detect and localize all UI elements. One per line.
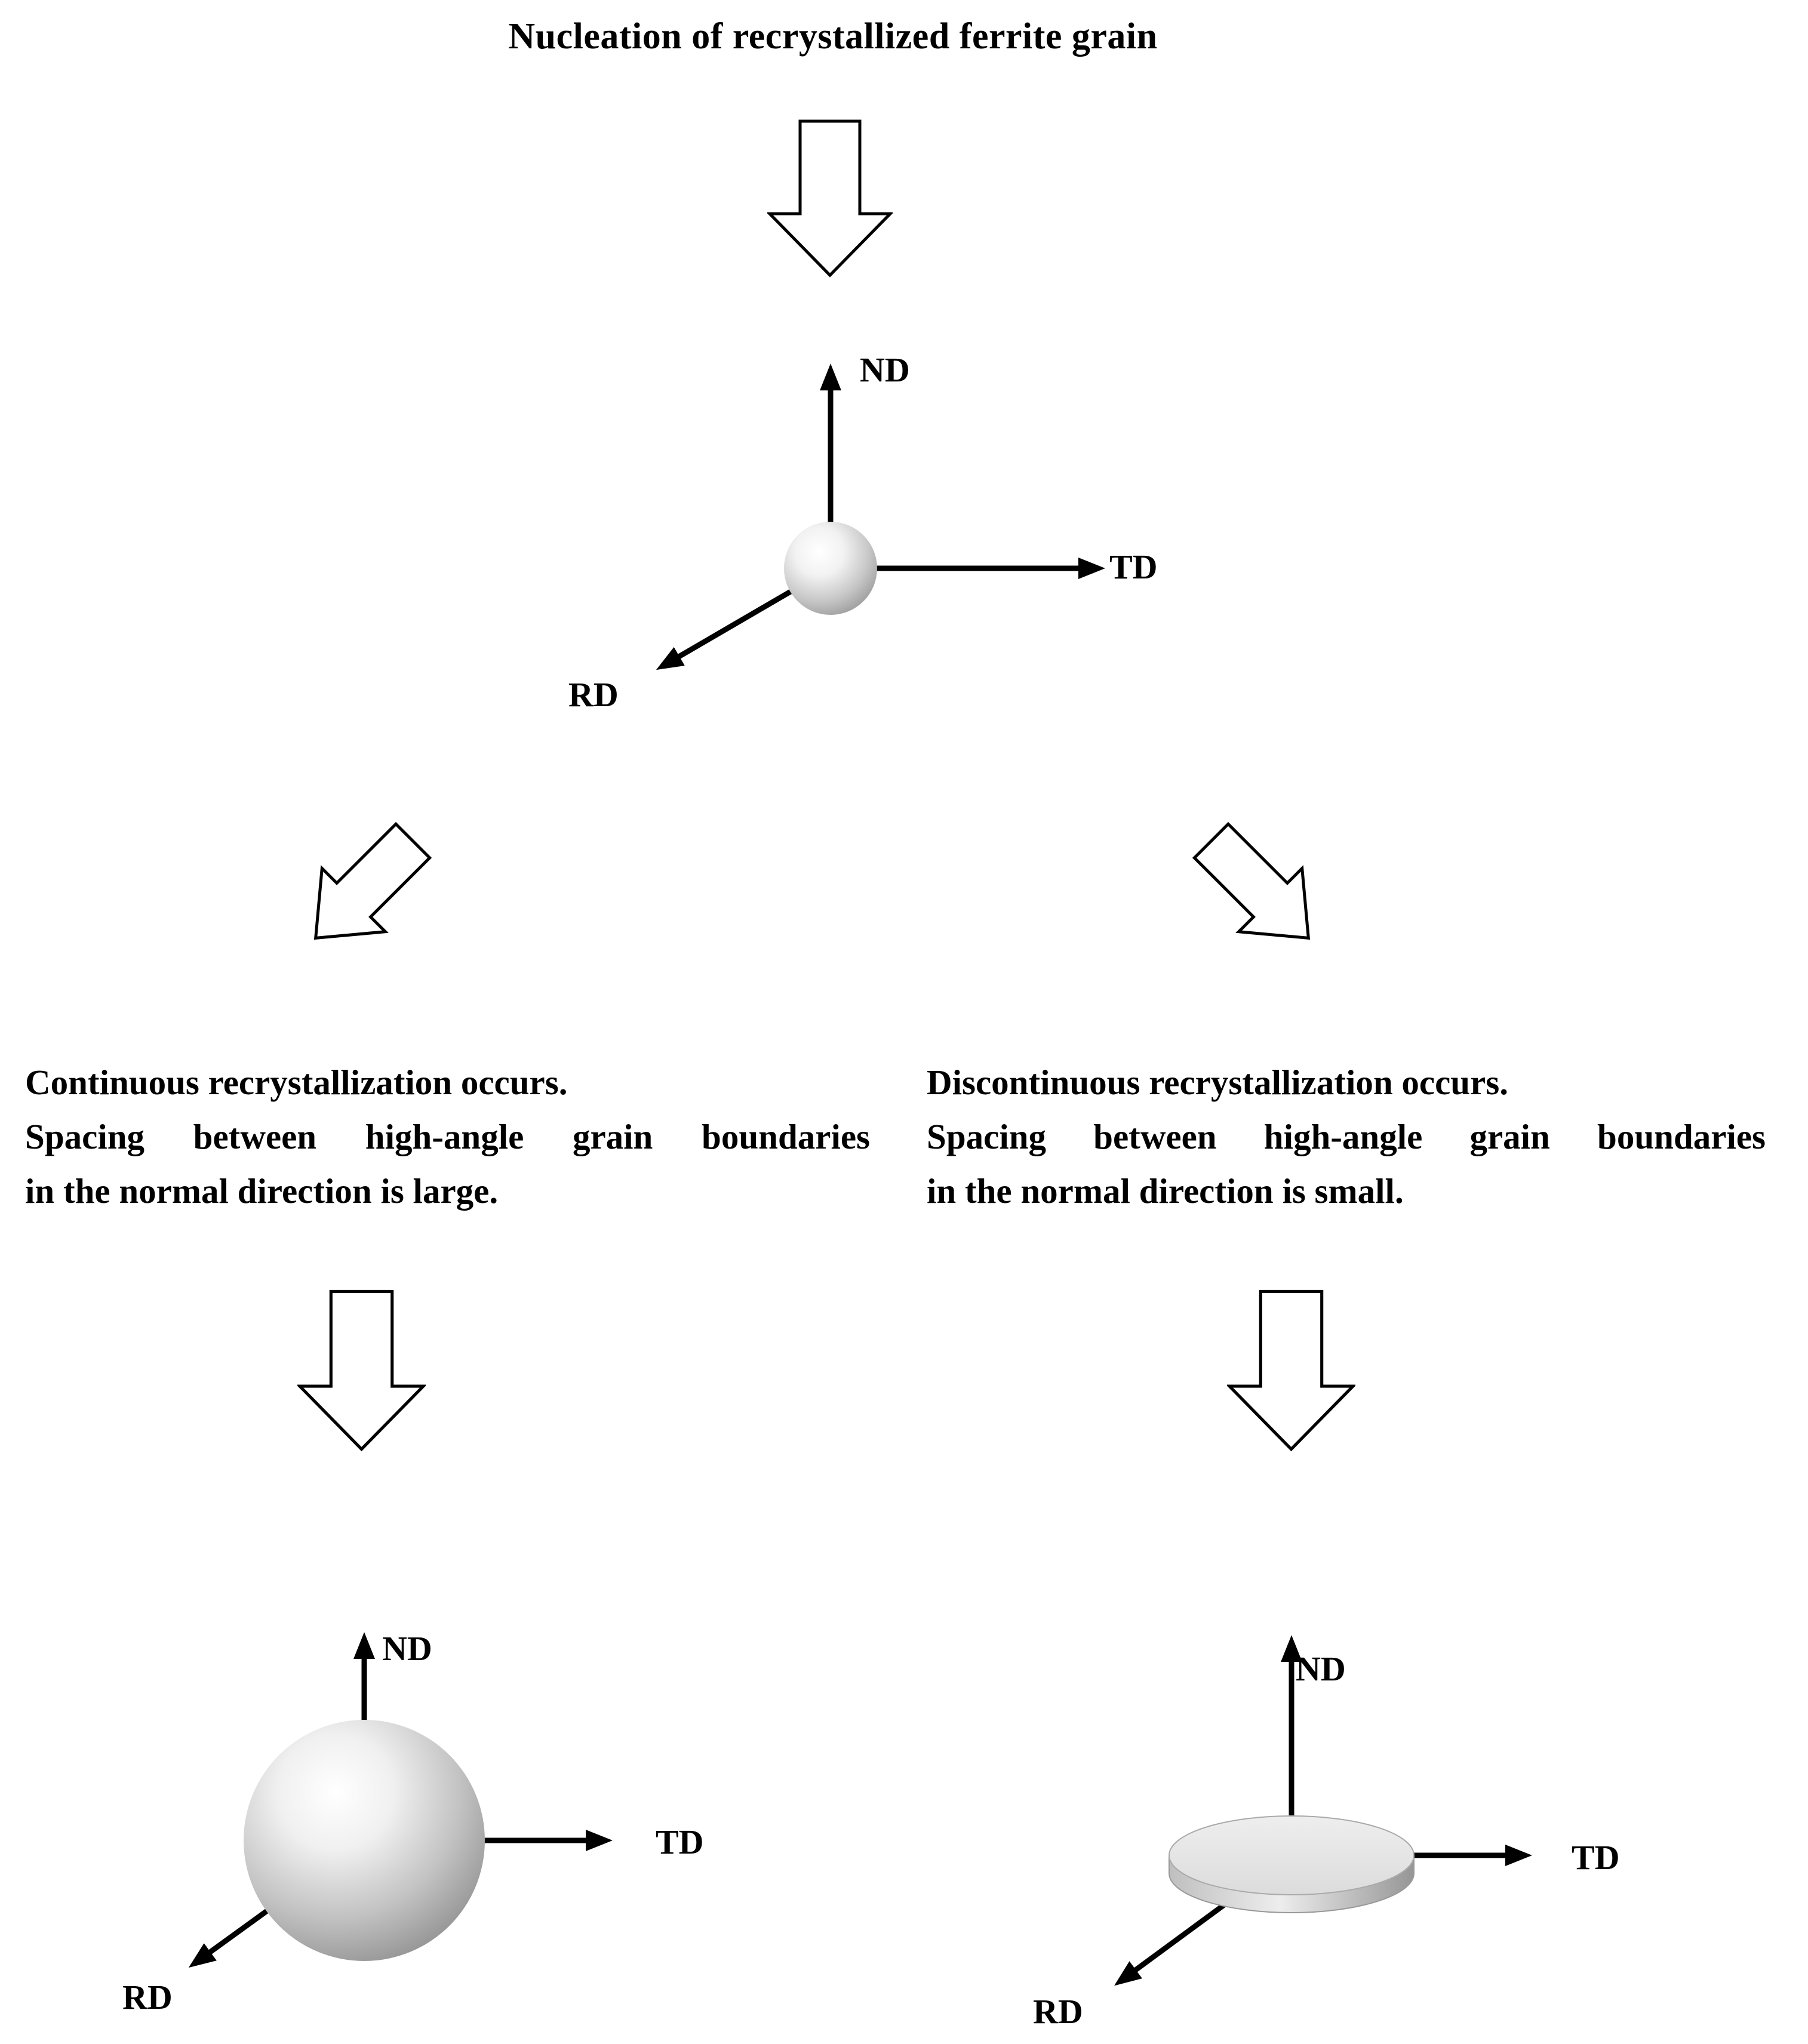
figure-title: Nucleation of recrystallized ferrite grain (508, 16, 1158, 57)
axis-label-rd: RD (568, 675, 619, 714)
hollow-arrow-down-shape (300, 1291, 423, 1449)
axis-label-nd: ND (860, 350, 910, 389)
branch-arrow-down-left-icon (272, 797, 457, 982)
continuous-recrystallization-text (25, 1055, 870, 1218)
text-line: Discontinuous recrystallization occurs. (927, 1063, 1508, 1102)
axis-label-td: TD (1109, 547, 1158, 586)
nucleus-sphere (784, 522, 877, 615)
large-sphere-axes-diagram (48, 1606, 717, 2042)
axis-label-rd: RD (1033, 1992, 1083, 2031)
hollow-arrow-down-left-shape (284, 809, 445, 970)
axis-label-rd: RD (122, 1978, 173, 2017)
hollow-arrow-down-shape (1229, 1291, 1353, 1449)
branch-arrow-down-right-icon (1167, 797, 1352, 982)
text-line: in the normal direction is small. (927, 1171, 1404, 1211)
flow-arrow-down-icon (767, 119, 893, 278)
flat-ferrite-disc (1169, 1816, 1414, 1895)
flow-arrow-down-right-column-icon (1227, 1289, 1355, 1452)
text-line: in the normal direction is large. (25, 1171, 499, 1211)
text-line: Spacing between high-angle grain boundaries (25, 1117, 870, 1156)
discontinuous-recrystallization-text (927, 1055, 1766, 1218)
hollow-arrow-down-shape (770, 121, 890, 275)
axis-label-td: TD (1572, 1838, 1620, 1877)
nucleus-axes-diagram (567, 334, 1200, 722)
flow-arrow-down-left-column-icon (297, 1289, 426, 1452)
text-line: Spacing between high-angle grain boundaries (927, 1117, 1766, 1156)
axis-label-td: TD (656, 1823, 704, 1861)
text-line: Continuous recrystallization occurs. (25, 1063, 568, 1102)
axis-label-nd: ND (1296, 1649, 1346, 1688)
large-ferrite-sphere (244, 1720, 485, 1961)
hollow-arrow-down-right-shape (1180, 809, 1340, 970)
axis-label-nd: ND (382, 1629, 432, 1668)
